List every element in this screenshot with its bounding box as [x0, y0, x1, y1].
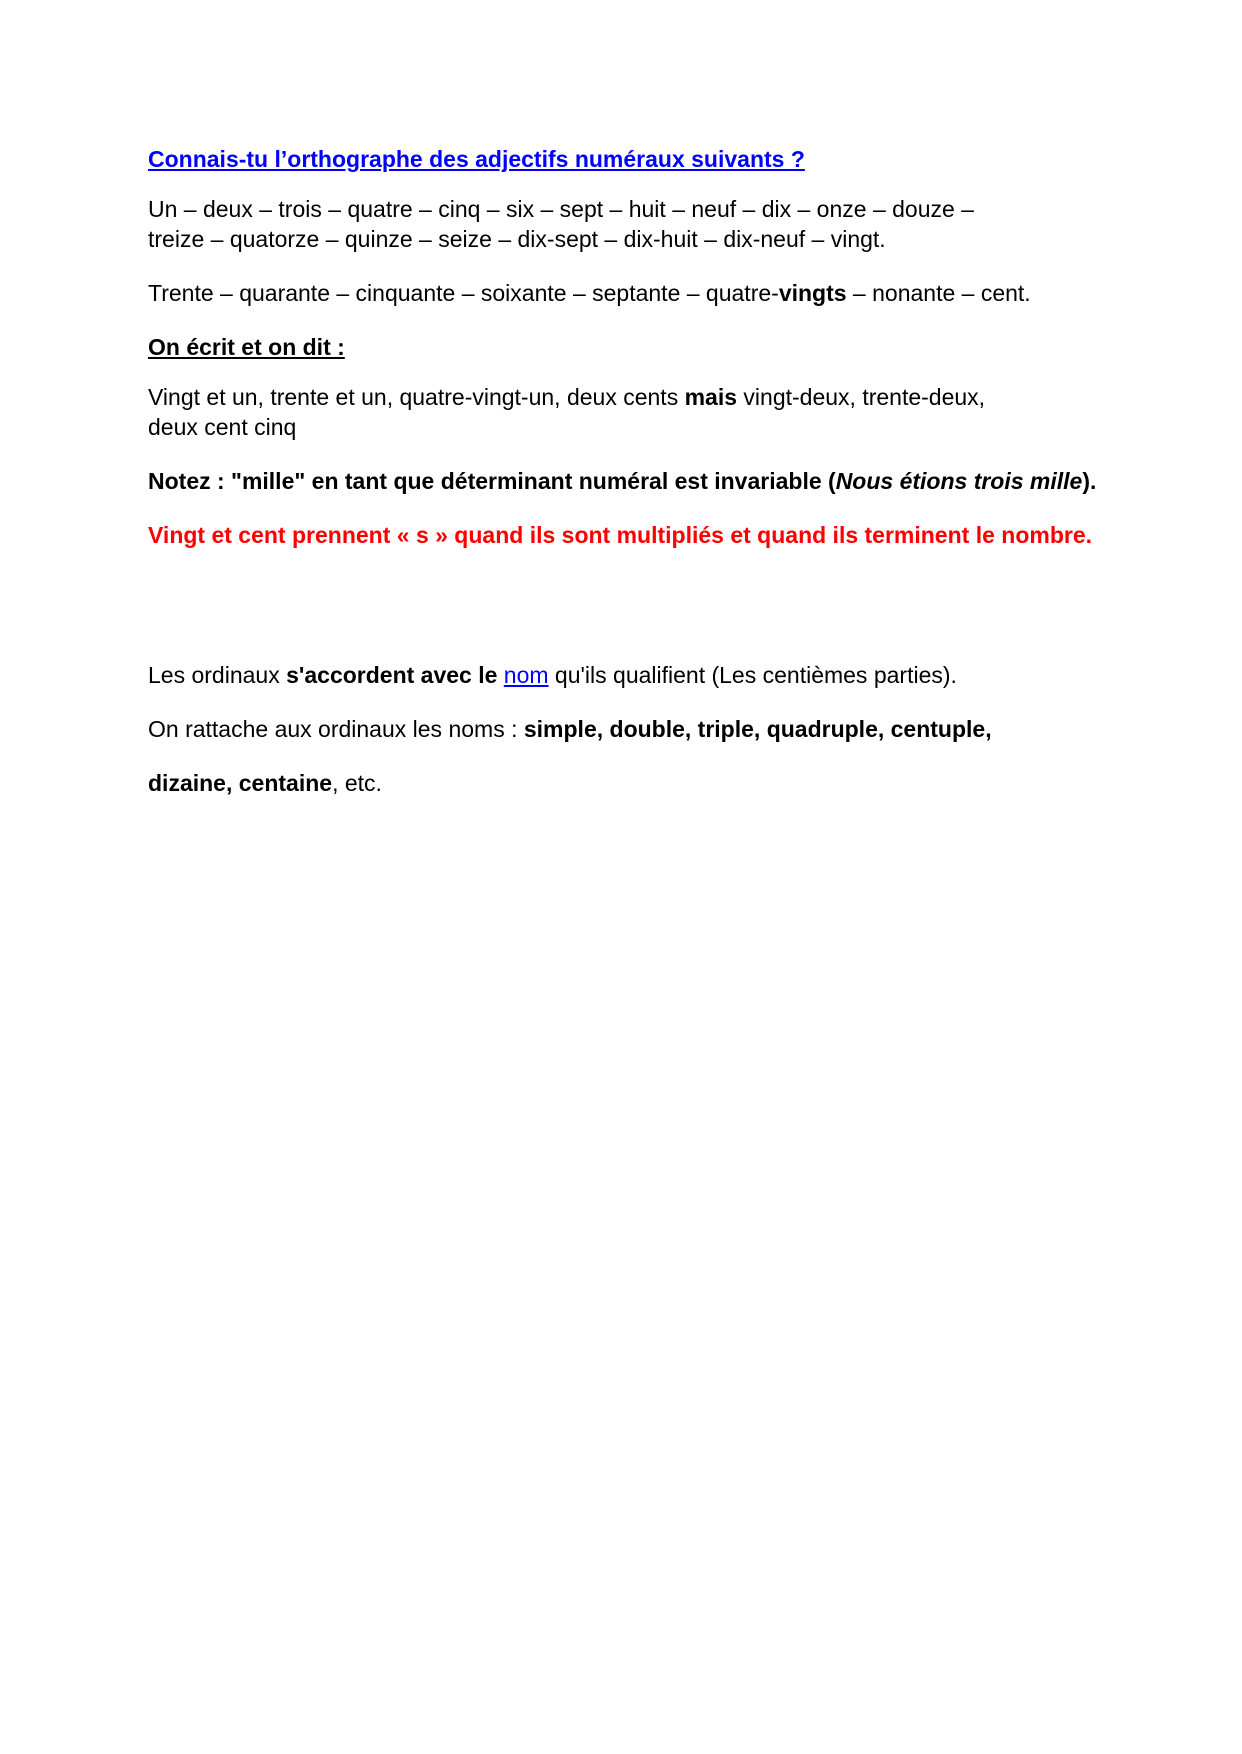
section-title: On écrit et on dit : — [148, 334, 345, 360]
rule-paragraph: Vingt et cent prennent « s » quand ils sont multipliés et quand ils terminent le nombre. — [148, 522, 1092, 548]
numbers-line-2: treize – quatorze – quinze – seize – dix-sept – dix-huit – dix-neuf – vingt. — [148, 226, 886, 252]
nouns2-suffix: , etc. — [332, 770, 382, 796]
examples-line-1 — [148, 382, 1208, 412]
nouns-paragraph-2 — [148, 768, 1208, 798]
ordinals-suffix: qu'ils qualifient (Les centièmes parties). — [548, 662, 957, 688]
ordinals-prefix: Les ordinaux — [148, 662, 287, 688]
tens-suffix: – nonante – cent. — [846, 280, 1031, 306]
nouns-bold: simple, double, triple, quadruple, centuple, — [523, 716, 992, 742]
tens-paragraph — [148, 278, 1208, 308]
page-title: Connais-tu l’orthographe des adjectifs numéraux suivants ? — [148, 146, 805, 172]
numbers-line-1: Un – deux – trois – quatre – cinq – six – sept – huit – neuf – dix – onze – douze – — [148, 196, 974, 222]
spacer — [148, 550, 1208, 660]
note-italic: Nous étions trois mille — [835, 468, 1083, 494]
nouns2-bold: dizaine, centaine — [148, 770, 333, 796]
examples-paragraph — [148, 382, 1208, 442]
examples-line-2: deux cent cinq — [148, 414, 297, 440]
document-content — [148, 144, 1208, 822]
examples-bold: mais — [684, 384, 738, 410]
note-prefix: Notez : "mille" en tant que déterminant numéral est invariable ( — [148, 468, 836, 494]
note-suffix: ). — [1082, 468, 1097, 494]
ordinals-paragraph — [148, 660, 1208, 690]
nouns-prefix: On rattache aux ordinaux les noms : — [148, 716, 524, 742]
nom-link[interactable]: nom — [503, 662, 549, 688]
tens-prefix: Trente – quarante – cinquante – soixante – septante – quatre- — [148, 280, 779, 306]
tens-bold: vingts — [778, 280, 847, 306]
examples-part-2: vingt-deux, trente-deux, — [737, 384, 986, 410]
numbers-paragraph — [148, 194, 1208, 254]
nouns-paragraph — [148, 714, 1208, 744]
note-paragraph — [148, 466, 1208, 496]
examples-part-1: Vingt et un, trente et un, quatre-vingt-un, deux cents — [148, 384, 685, 410]
ordinals-bold: s'accordent avec le — [286, 662, 498, 688]
